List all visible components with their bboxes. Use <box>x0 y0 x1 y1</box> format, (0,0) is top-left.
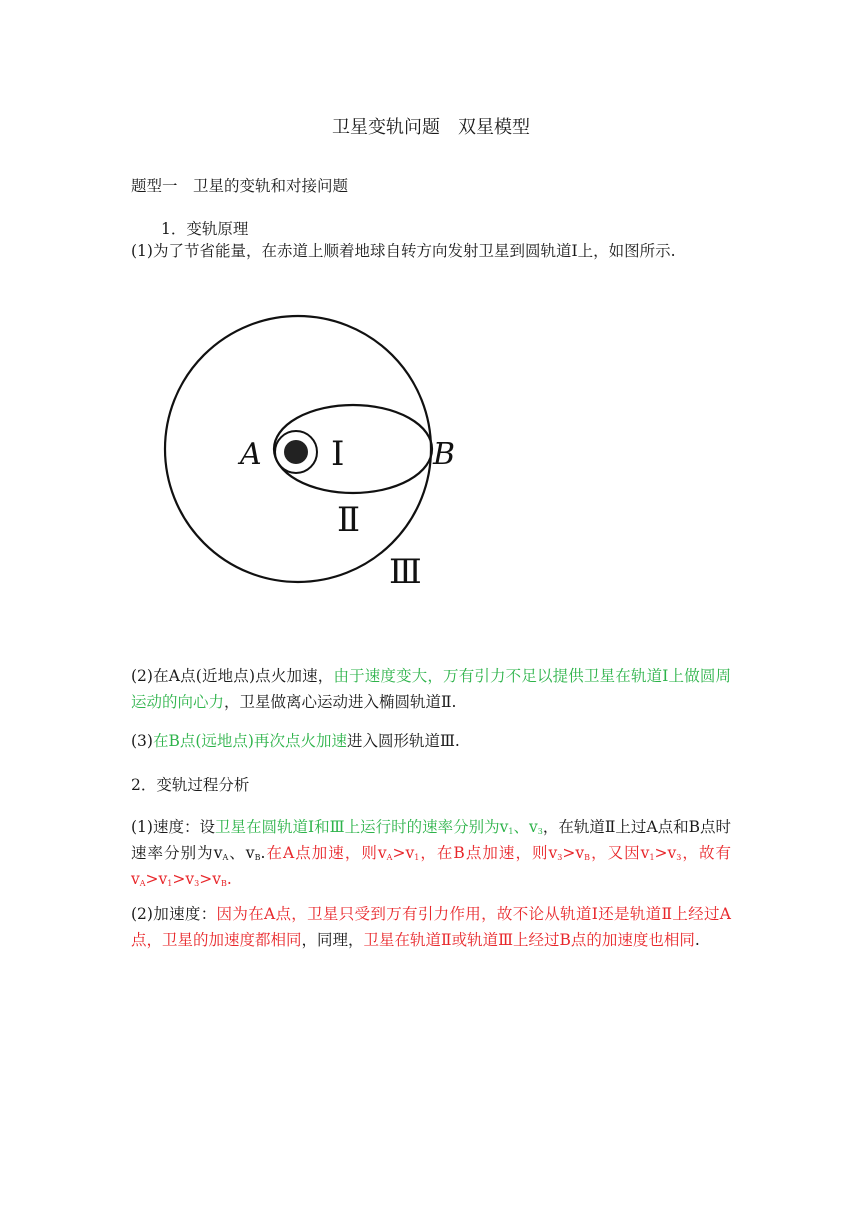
paragraph-4: (1)速度：设卫星在圆轨道Ⅰ和Ⅲ上运行时的速率分别为$v_1$、$v_3$，在轨道Ⅱ上过A点和B点时速率分别为$v_A$、$v_B$.在A点加速，则$v_A>v_1$，在B点加速，则$v_3>v_B$，又因$v_1>v_3$，故有$v_A>v_1>v_3>v_B$. <box>131 818 732 888</box>
earth-icon <box>284 440 308 464</box>
label-iii: Ⅲ <box>389 552 422 592</box>
label-i: Ⅰ <box>331 434 345 474</box>
label-a: A <box>240 437 262 472</box>
section-heading: 题型一 卫星的变轨和对接问题 <box>131 177 349 195</box>
paragraph-2: (2)在A点(近地点)点火加速，由于速度变大，万有引力不足以提供卫星在轨道Ⅰ上做圆周运动的向心力，卫星做离心运动进入椭圆轨道Ⅱ. <box>131 667 732 711</box>
paragraph-1: (1)为了节省能量，在赤道上顺着地球自转方向发射卫星到圆轨道Ⅰ上，如图所示. <box>131 242 676 260</box>
subsection-heading: 1．变轨原理 <box>161 220 249 238</box>
paragraph-3: (3)在B点(远地点)再次点火加速进入圆形轨道Ⅲ. <box>131 732 460 750</box>
label-ii: Ⅱ <box>337 500 361 540</box>
subsection-heading-2: 2．变轨过程分析 <box>131 776 250 794</box>
paragraph-5: (2)加速度：因为在A点，卫星只受到万有引力作用，故不论从轨道Ⅰ还是轨道Ⅱ上经过A点，卫星的加速度都相同，同理，卫星在轨道Ⅱ或轨道Ⅲ上经过B点的加速度也相同. <box>131 905 731 949</box>
page-title: 卫星变轨问题 双星模型 <box>332 117 530 138</box>
label-b: B <box>433 437 456 472</box>
